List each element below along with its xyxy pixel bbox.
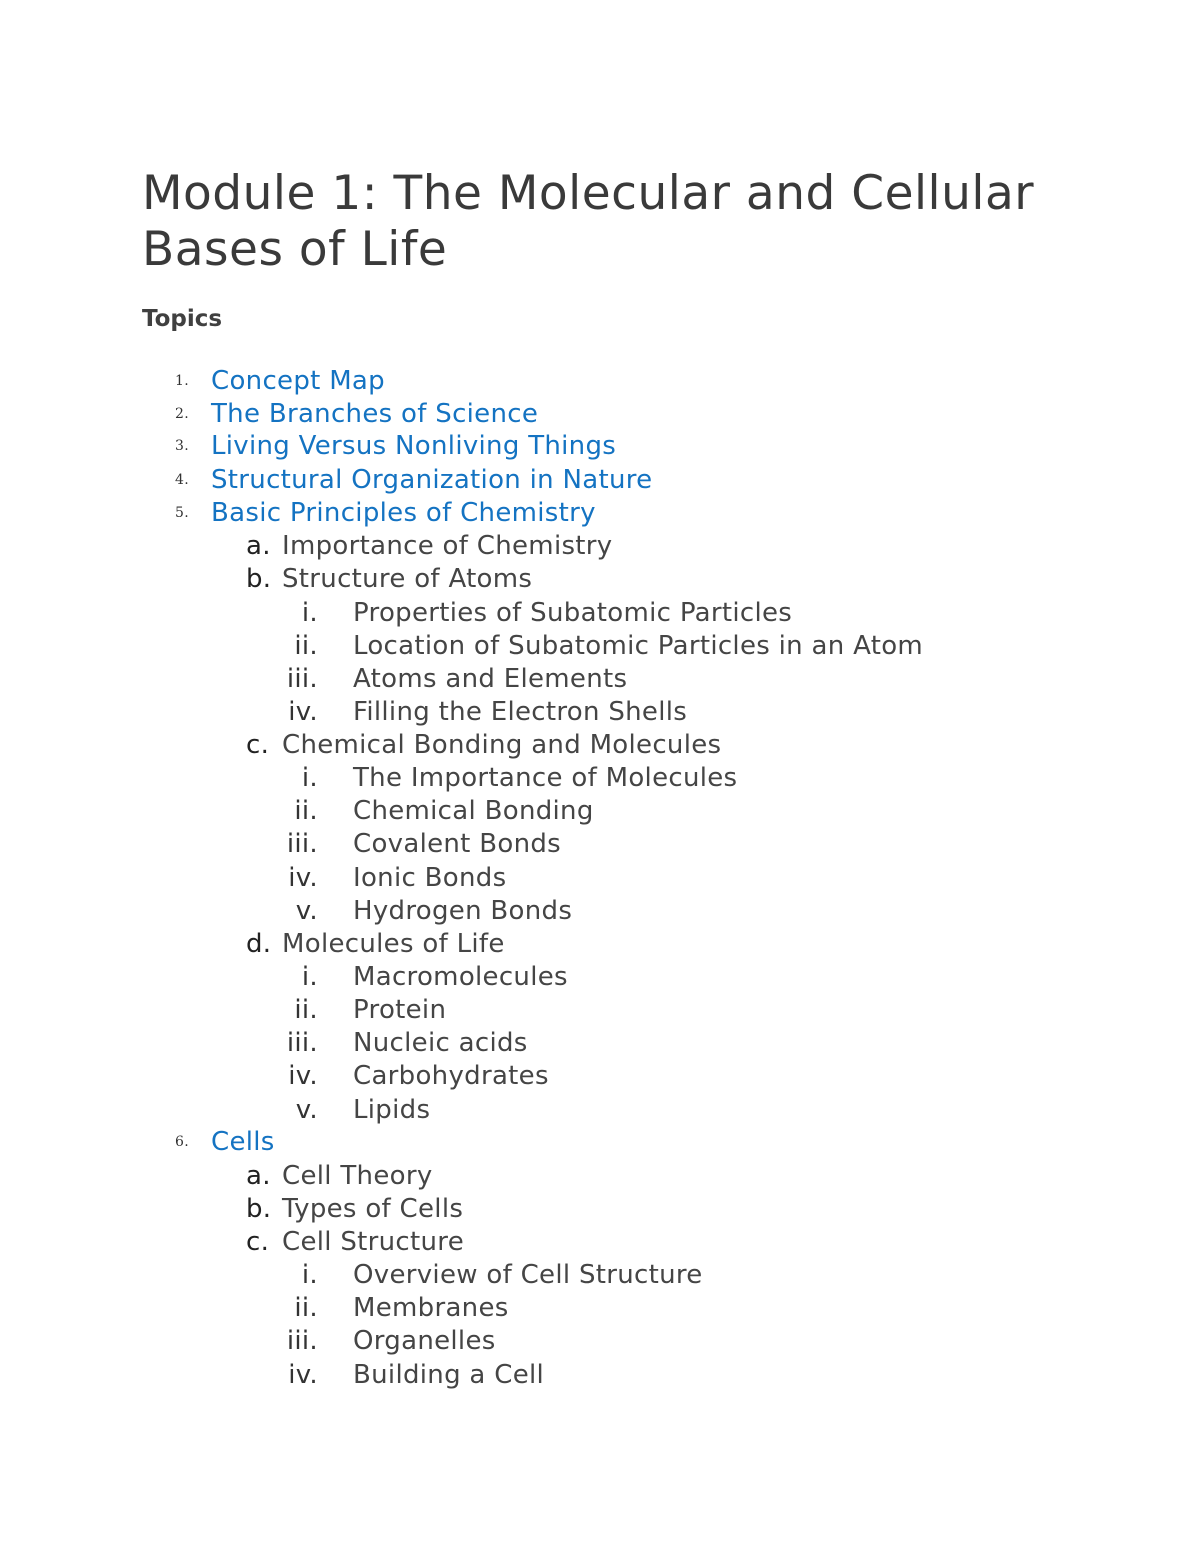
outline-item — [0, 1259, 1200, 1292]
outline-item — [0, 1292, 1200, 1325]
topic-item-living-vs-nonliving — [0, 430, 1200, 463]
list-marker: c. — [246, 730, 270, 760]
outline-item — [0, 630, 1200, 663]
list-marker: ii. — [294, 995, 318, 1025]
outline-item-label: Macromolecules — [353, 962, 568, 992]
outline-item — [0, 762, 1200, 795]
outline-item-label: Organelles — [353, 1326, 496, 1356]
outline-item-label: The Importance of Molecules — [353, 763, 738, 793]
topic-link-cells[interactable]: Cells — [211, 1127, 275, 1157]
outline-item-label: Protein — [353, 995, 447, 1025]
subtopic-label: Cell Theory — [282, 1161, 433, 1191]
outline-item-label: Filling the Electron Shells — [353, 697, 688, 727]
subtopic-label: Types of Cells — [282, 1194, 464, 1224]
subtopic-item — [0, 563, 1200, 596]
subtopic-item — [0, 1226, 1200, 1259]
list-marker: v. — [295, 1095, 318, 1125]
list-marker: iii. — [286, 829, 318, 859]
subtopic-item — [0, 530, 1200, 563]
list-marker: iv. — [288, 1061, 318, 1091]
list-marker: d. — [246, 929, 272, 959]
subtopic-label: Molecules of Life — [282, 929, 505, 959]
list-marker: i. — [301, 598, 318, 628]
outline-item-label: Location of Subatomic Particles in an Atom — [353, 631, 924, 661]
outline-item-label: Properties of Subatomic Particles — [353, 598, 793, 628]
outline-item — [0, 696, 1200, 729]
topic-link-basic-principles-chemistry[interactable]: Basic Principles of Chemistry — [211, 498, 596, 528]
subtopic-label: Importance of Chemistry — [282, 531, 613, 561]
outline-item — [0, 1359, 1200, 1392]
subtopic-label: Structure of Atoms — [282, 564, 533, 594]
topic-item-basic-principles-chemistry — [0, 497, 1200, 530]
outline-item-label: Chemical Bonding — [353, 796, 594, 826]
outline-item-label: Nucleic acids — [353, 1028, 528, 1058]
list-marker: a. — [246, 1161, 271, 1191]
list-marker: i. — [301, 1260, 318, 1290]
list-marker: b. — [246, 564, 272, 594]
list-marker: i. — [301, 962, 318, 992]
list-marker: v. — [295, 896, 318, 926]
list-marker: 1. — [175, 373, 189, 389]
list-marker: 3. — [175, 438, 189, 454]
outline-item — [0, 1060, 1200, 1093]
list-marker: iv. — [288, 1360, 318, 1390]
list-marker: b. — [246, 1194, 272, 1224]
section-heading-topics: Topics — [142, 306, 223, 332]
outline-item-label: Ionic Bonds — [353, 863, 507, 893]
outline-item — [0, 895, 1200, 928]
list-marker: iv. — [288, 697, 318, 727]
topic-item-structural-organization — [0, 464, 1200, 497]
list-marker: ii. — [294, 1293, 318, 1323]
list-marker: c. — [246, 1227, 270, 1257]
list-marker: 4. — [175, 472, 189, 488]
outline-item — [0, 795, 1200, 828]
subtopic-item — [0, 928, 1200, 961]
topic-item-branches-of-science — [0, 398, 1200, 431]
subtopic-item — [0, 1193, 1200, 1226]
list-marker: iii. — [286, 664, 318, 694]
outline-item — [0, 663, 1200, 696]
subtopic-item — [0, 729, 1200, 762]
list-marker: 2. — [175, 406, 189, 422]
outline-item — [0, 961, 1200, 994]
list-marker: 6. — [175, 1134, 189, 1150]
outline-item-label: Building a Cell — [353, 1360, 545, 1390]
outline-item-label: Covalent Bonds — [353, 829, 562, 859]
outline-item — [0, 1094, 1200, 1127]
outline-item-label: Atoms and Elements — [353, 664, 628, 694]
outline-item-label: Carbohydrates — [353, 1061, 549, 1091]
outline-item-label: Membranes — [353, 1293, 509, 1323]
topic-item-cells — [0, 1126, 1200, 1159]
list-marker: ii. — [294, 631, 318, 661]
outline-item — [0, 862, 1200, 895]
outline-item — [0, 994, 1200, 1027]
page-title: Module 1: The Molecular and Cellular Bases of Life — [142, 166, 1035, 277]
outline-item-label: Hydrogen Bonds — [353, 896, 573, 926]
list-marker: iii. — [286, 1028, 318, 1058]
outline-item — [0, 828, 1200, 861]
list-marker: iii. — [286, 1326, 318, 1356]
topic-item-concept-map — [0, 365, 1200, 398]
outline-item-label: Overview of Cell Structure — [353, 1260, 703, 1290]
list-marker: ii. — [294, 796, 318, 826]
topic-link-concept-map[interactable]: Concept Map — [211, 366, 385, 396]
outline-item — [0, 597, 1200, 630]
outline-item — [0, 1325, 1200, 1358]
subtopic-label: Cell Structure — [282, 1227, 465, 1257]
list-marker: a. — [246, 531, 271, 561]
list-marker: 5. — [175, 505, 189, 521]
outline-item — [0, 1027, 1200, 1060]
subtopic-label: Chemical Bonding and Molecules — [282, 730, 722, 760]
list-marker: i. — [301, 763, 318, 793]
outline-item-label: Lipids — [353, 1095, 431, 1125]
topic-link-structural-organization[interactable]: Structural Organization in Nature — [211, 465, 653, 495]
topic-link-living-vs-nonliving[interactable]: Living Versus Nonliving Things — [211, 431, 617, 461]
topic-link-branches-of-science[interactable]: The Branches of Science — [211, 399, 539, 429]
list-marker: iv. — [288, 863, 318, 893]
subtopic-item — [0, 1160, 1200, 1193]
